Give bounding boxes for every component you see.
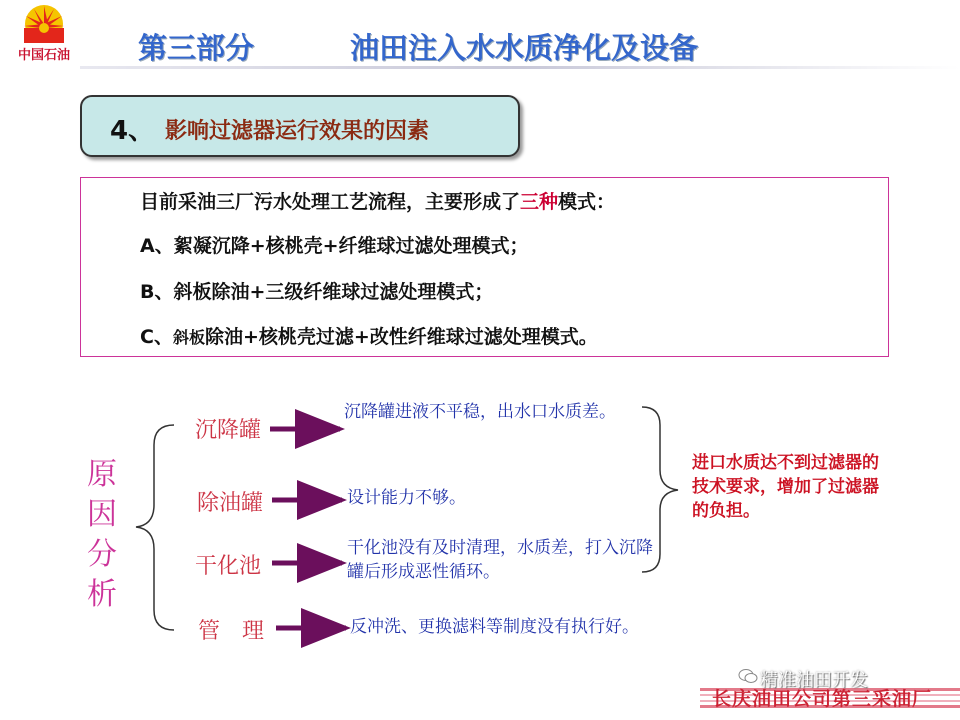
mode-c-rest: 除油+核桃壳过滤+改性纤维球过滤处理模式。: [204, 326, 598, 348]
header-divider: [80, 66, 960, 69]
mode-a: A、絮凝沉降+核桃壳+纤维球过滤处理模式；: [140, 235, 529, 257]
source-oil-removal-tank: 除油罐: [197, 491, 264, 516]
wechat-icon: [738, 668, 758, 684]
source-management: 管 理: [198, 619, 265, 644]
cause-description-3: 干化池没有及时清理，水质差，打入沉降罐后形成恶性循环。: [347, 538, 653, 582]
section-number: 4、: [110, 116, 155, 146]
cause-analysis-title: 原因分析: [87, 457, 117, 612]
part-label: 第三部分: [138, 31, 255, 65]
conclusion-text: 进口水质达不到过滤器的技术要求，增加了过滤器的负担。: [692, 453, 879, 521]
footer-organization: 长庆油田公司第三采油厂: [712, 688, 933, 710]
logo-text: 中国石油: [17, 48, 70, 63]
left-brace: [136, 425, 174, 630]
mode-c-small: 斜板: [172, 328, 205, 347]
modes-intro-text: 目前采油三厂污水处理工艺流程，主要形成了: [140, 191, 521, 213]
section-title: 影响过滤器运行效果的因素: [165, 119, 430, 144]
cause-description-4: 反冲洗、更换滤料等制度没有执行好。: [350, 617, 639, 637]
cause-description-2: 设计能力不够。: [347, 488, 466, 508]
page-title: 油田注入水水质净化及设备: [350, 31, 699, 65]
modes-intro: [140, 187, 615, 214]
wechat-account-tag: 精准油田开发: [760, 670, 868, 691]
mode-b: B、斜板除油+三级纤维球过滤处理模式；: [140, 281, 494, 303]
modes-intro-emphasis: 三种: [520, 191, 559, 213]
source-drying-pool: 干化池: [195, 554, 262, 579]
mode-c: [140, 322, 598, 349]
modes-intro-tail: 模式：: [558, 191, 616, 213]
source-settling-tank: 沉降罐: [195, 418, 262, 443]
mode-c-prefix: C、: [140, 326, 173, 348]
cause-description-1: 沉降罐进液不平稳，出水口水质差。: [344, 402, 616, 422]
